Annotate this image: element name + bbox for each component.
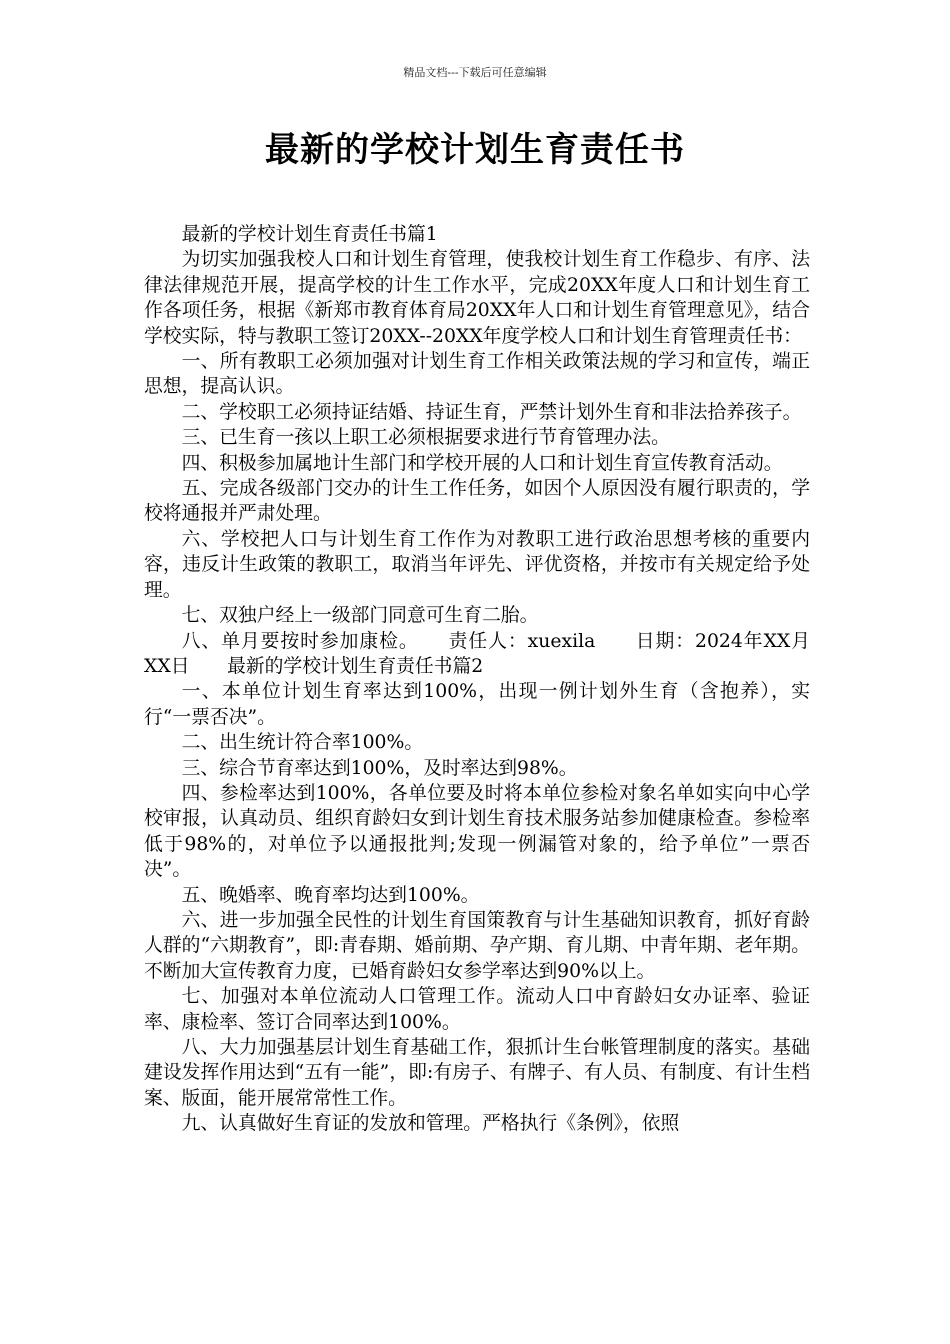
- paragraph: 二、出生统计符合率100%。: [181, 732, 424, 754]
- paragraph: 为切实加强我校人口和计划生育管理，使我校计划生育工作稳步、有序、法律法律规范开展，提高学校的计生工作水平，完成20XX年度人口和计划生育工作各项任务，根据《新郑市教育体育局20XX年人口和计划生育管理意见》，结合学校实际，特与教职工签订20XX--20XX年度学校人口和计划生育管理责任书：: [144, 249, 810, 347]
- paragraph: 五、完成各级部门交办的计生工作任务，如因个人原因没有履行职责的，学校将通报并严肃处理。: [144, 478, 810, 525]
- paragraph: 四、积极参加属地计生部门和学校开展的人口和计划生育宣传教育活动。: [181, 452, 783, 474]
- document-title: 最新的学校计划生育责任书: [265, 130, 685, 170]
- paragraph: 四、参检率达到100%，各单位要及时将本单位参检对象名单如实向中心学校审报，认真动员、组织育龄妇女到计划生育技术服务站参加健康检查。参检率低于98%的，对单位予以通报批判;发现一例漏管对象的，给予单位”一票否决”。: [144, 782, 810, 881]
- paragraph: 七、双独户经上一级部门同意可生育二胎。: [181, 605, 539, 627]
- document-body: [144, 222, 810, 1137]
- paragraph: 三、已生育一孩以上职工必须根据要求进行节育管理办法。: [181, 427, 670, 449]
- header-note: 精品文档---下载后可任意编辑: [403, 66, 547, 79]
- paragraph: 二、学校职工必须持证结婚、持证生育，严禁计划外生育和非法拾养孩子。: [181, 401, 802, 423]
- paragraph: 六、进一步加强全民性的计划生育国策教育与计生基础知识教育，抓好育龄人群的“六期教育”，即:青春期、婚前期、孕产期、育儿期、中青年期、老年期。不断加大宣传教育力度，已婚育龄妇女参学率达到90%以上。: [144, 909, 810, 982]
- paragraph: 八、单月要按时参加康检。 责任人：xuexila 日期：2024年XX月XX日 最新的学校计划生育责任书篇2: [144, 630, 810, 677]
- paragraph: 八、大力加强基层计划生育基础工作，狠抓计生台帐管理制度的落实。基础建设发挥作用达到“五有一能”，即:有房子、有牌子、有人员、有制度、有计生档案、版面，能开展常常性工作。: [144, 1037, 810, 1109]
- paragraph: 六、学校把人口与计划生育工作作为对教职工进行政治思想考核的重要内容，违反计生政策的教职工，取消当年评先、评优资格，并按市有关规定给予处理。: [144, 528, 810, 601]
- paragraph: 九、认真做好生育证的发放和管理。严格执行《条例》，依照: [181, 1113, 680, 1135]
- paragraph: 三、综合节育率达到100%，及时率达到98%。: [181, 757, 578, 779]
- paragraph: 最新的学校计划生育责任书篇1: [181, 224, 438, 245]
- paragraph: 一、本单位计划生育率达到100%，出现一例计划外生育（含抱养），实行“一票否决”。: [144, 681, 810, 728]
- paragraph: 七、加强对本单位流动人口管理工作。流动人口中育龄妇女办证率、验证率、康检率、签订合同率达到100%。: [144, 986, 810, 1033]
- paragraph: 五、晚婚率、晚育率均达到100%。: [181, 884, 480, 906]
- paragraph: 一、所有教职工必须加强对计划生育工作相关政策法规的学习和宣传，端正思想，提高认识。: [144, 351, 810, 398]
